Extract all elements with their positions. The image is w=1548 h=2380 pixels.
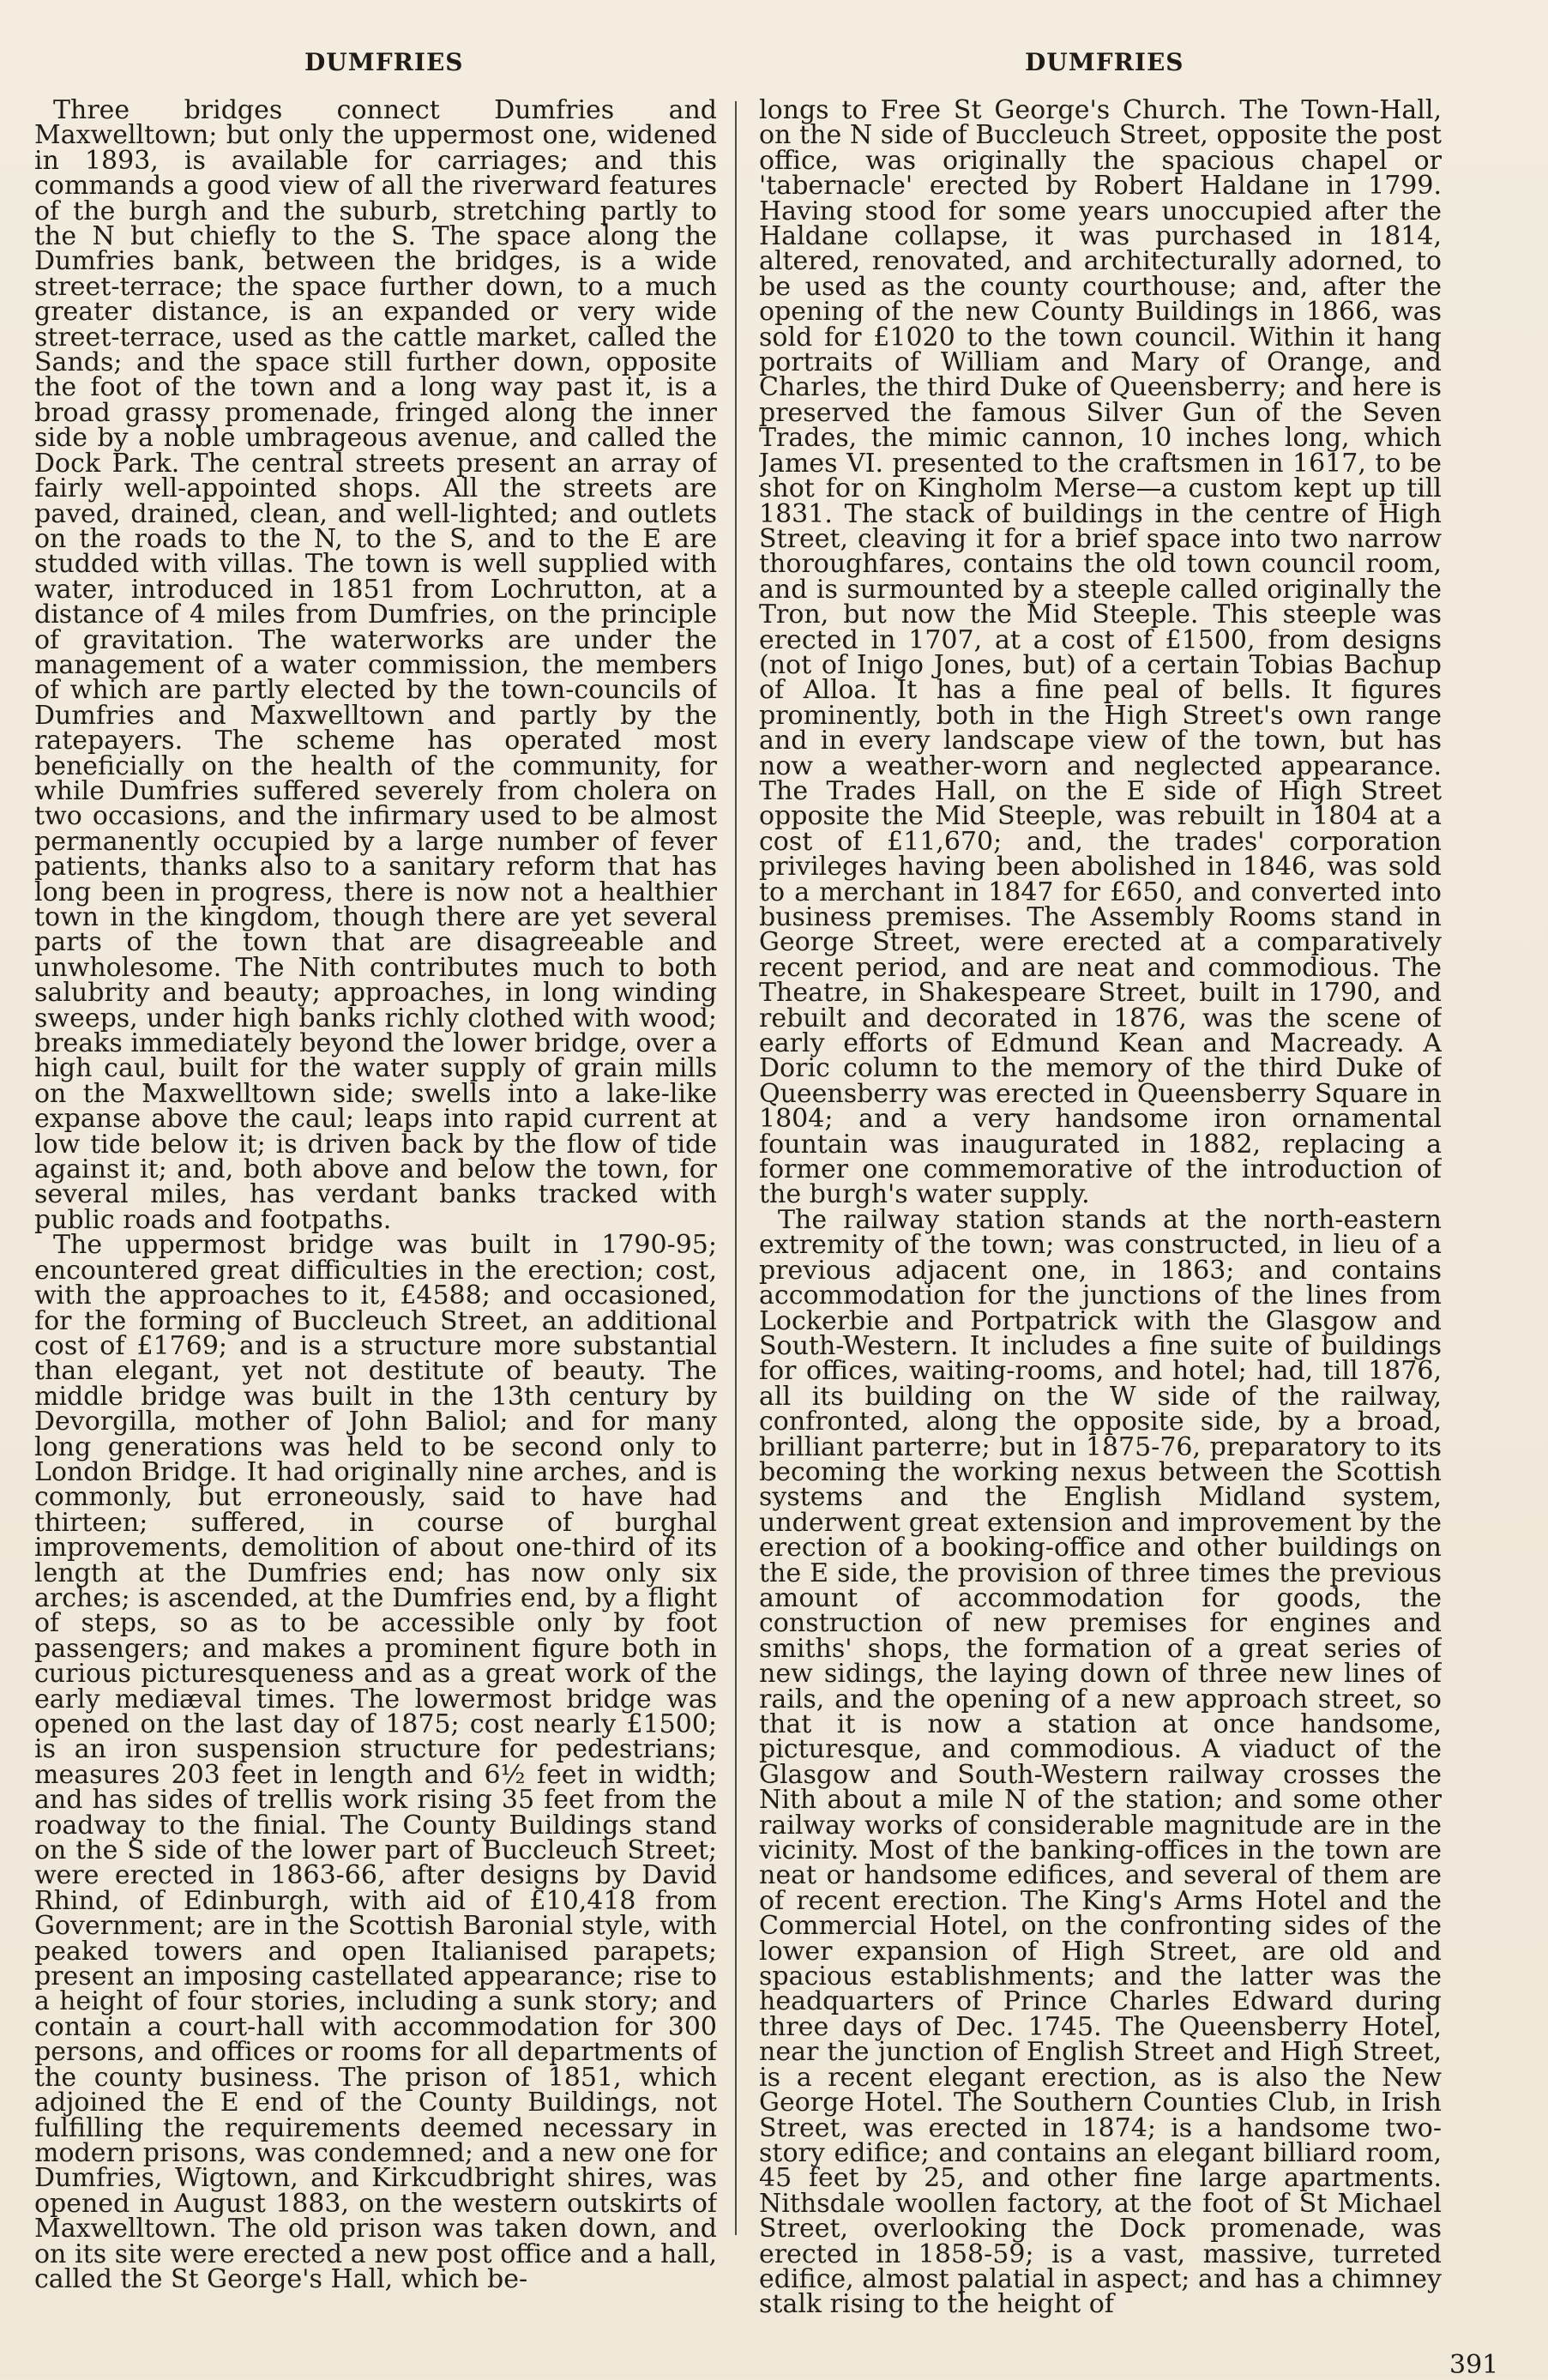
right-paragraph-2: The railway station stands at the north-eastern extremity of the town; was constructed, in lieu of a previous adjacent one, in 1863; and contains accommodation for the junctions of the lines from Lockerbie and Portpatrick with the Glasgow and South-Western. It includes a fine suite of buildings for offices, waiting-rooms, and hotel; had, till 1876, all its building on the W side of the railway, confronted, along the opposite side, by a broad, brilliant parterre; but in 1875-76, preparatory to its becoming the working nexus between the Scottish systems and the English Midland system, underwent great extension and improvement by the erection of a booking-office and other buildings on the E side, the provision of three times the previous amount of accommodation for goods, the construction of new premises for engines and smiths' shops, the formation of a great series of new sidings, the laying down of three new lines of rails, and the opening of a new approach street, so that it is now a station at once handsome, picturesque, and commodious. A viaduct of the Glasgow and South-Western railway crosses the Nith about a mile N of the station; and some other railway works of considerable magnitude are in the vicinity. Most of the banking-offices in the town are neat or handsome edifices, and several of them are of recent erection. The King's Arms Hotel and the Commercial Hotel, on the confronting sides of the lower expansion of High Street, are old and spacious establishments; and the latter was the headquarters of Prince Charles Edward during three days of Dec. 1745. The Queensberry Hotel, near the junction of English Street and High Street, is a recent elegant erection, as is also the New George Hotel. The Southern Counties Club, in Irish Street, was erected in 1874; is a handsome two-story edifice; and contains an elegant billiard room, 45 feet by 25, and other fine large apartments. Nithsdale woollen factory, at the foot of St Michael Street, overlooking the Dock promenade, was erected in 1858-59; is a vast, massive, turreted edifice, almost palatial in aspect; and has a chimney stalk rising to the height of <box>759 1204 1442 2320</box>
left-paragraph-1: Three bridges connect Dumfries and Maxwelltown; but only the uppermost one, widened in 1893, is available for carriages; and this commands a good view of all the riverward features of the burgh and the suburb, stretching partly to the N but chiefly to the S. The space along the Dumfries bank, between the bridges, is a wide street-terrace; the space further down, to a much greater distance, is an expanded or very wide street-terrace, used as the cattle market, called the Sands; and the space still further down, opposite the foot of the town and a long way past it, is a broad grassy promenade, fringed along the inner side by a noble umbrageous avenue, and called the Dock Park. The central streets present an array of fairly well-appointed shops. All the streets are paved, drained, clean, and well-lighted; and outlets on the roads to the N, to the S, and to the E are studded with villas. The town is well supplied with water, introduced in 1851 from Lochrutton, at a distance of 4 miles from Dumfries, on the principle of gravitation. The waterworks are under the management of a water commission, the members of which are partly elected by the town-councils of Dumfries and Maxwelltown and partly by the ratepayers. The scheme has operated most beneficially on the health of the community, for while Dumfries suffered severely from cholera on two occasions, and the infirmary used to be almost permanently occupied by a large number of fever patients, thanks also to a sanitary reform that has long been in progress, there is now not a healthier town in the kingdom, though there are yet several parts of the town that are disagreeable and unwholesome. The Nith contributes much to both salubrity and beauty; approaches, in long winding sweeps, under high banks richly clothed with wood; breaks immediately beyond the lower bridge, over a high caul, built for the water supply of grain mills on the Maxwelltown side; swells into a lake-like expanse above the caul; leaps into rapid current at low tide below it; is driven back by the flow of tide against it; and, both above and below the town, for several miles, has verdant banks tracked with public roads and footpaths. <box>34 98 717 1235</box>
right-running-head: DUMFRIES <box>1025 48 1184 76</box>
page-number: 391 <box>1449 2350 1499 2380</box>
column-divider <box>735 101 737 2235</box>
left-column <box>34 98 717 2328</box>
right-paragraph-1: longs to Free St George's Church. The Town-Hall, on the N side of Buccleuch Street, opposite the post office, was originally the spacious chapel or 'tabernacle' erected by Robert Haldane in 1799. Having stood for some years unoccupied after the Haldane collapse, it was purchased in 1814, altered, renovated, and architecturally adorned, to be used as the county courthouse; and, after the opening of the new County Buildings in 1866, was sold for £1020 to the town council. Within it hang portraits of William and Mary of Orange, and Charles, the third Duke of Queensberry; and here is preserved the famous Silver Gun of the Seven Trades, the mimic cannon, 10 inches long, which James VI. presented to the craftsmen in 1617, to be shot for on Kingholm Merse—a custom kept up till 1831. The stack of buildings in the centre of High Street, cleaving it for a brief space into two narrow thoroughfares, contains the old town council room, and is surmounted by a steeple called originally the Tron, but now the Mid Steeple. This steeple was erected in 1707, at a cost of £1500, from designs (not of Inigo Jones, but) of a certain Tobias Bachup of Alloa. It has a fine peal of bells. It figures prominently, both in the High Street's own range and in every landscape view of the town, but has now a weather-worn and neglected appearance. The Trades Hall, on the E side of High Street opposite the Mid Steeple, was rebuilt in 1804 at a cost of £11,670; and, the trades' corporation privileges having been abolished in 1846, was sold to a merchant in 1847 for £650, and converted into business premises. The Assembly Rooms stand in George Street, were erected at a comparatively recent period, and are neat and commodious. The Theatre, in Shakespeare Street, built in 1790, and rebuilt and decorated in 1876, was the scene of early efforts of Edmund Kean and Macready. A Doric column to the memory of the third Duke of Queensberry was erected in Queensberry Square in 1804; and a very handsome iron ornamental fountain was inaugurated in 1882, replacing a former one commemorative of the introduction of the burgh's water supply. <box>759 98 1442 1210</box>
left-paragraph-2: The uppermost bridge was built in 1790-95; encountered great difficulties in the erection; cost, with the approaches to it, £4588; and occasioned, for the forming of Buccleuch Street, an additional cost of £1769; and is a structure more substantial than elegant, yet not destitute of beauty. The middle bridge was built in the 13th century by Devorgilla, mother of John Baliol; and for many long generations was held to be second only to London Bridge. It had originally nine arches, and is commonly, but erroneously, said to have had thirteen; suffered, in course of burghal improvements, demolition of about one-third of its length at the Dumfries end; has now only six arches; is ascended, at the Dumfries end, by a flight of steps, so as to be accessible only by foot passengers; and makes a prominent figure both in curious picturesqueness and as a great work of the early mediæval times. The lowermost bridge was opened on the last day of 1875; cost nearly £1500; is an iron suspension structure for pedestrians; measures 203 feet in length and 6½ feet in width; and has sides of trellis work rising 35 feet from the roadway to the finial. The County Buildings stand on the S side of the lower part of Buccleuch Street; were erected in 1863-66, after designs by David Rhind, of Edinburgh, with aid of £10,418 from Government; are in the Scottish Baronial style, with peaked towers and open Italianised parapets; present an imposing castellated appearance; rise to a height of four stories, including a sunk story; and contain a court-hall with accommodation for 300 persons, and offices or rooms for all departments of the county business. The prison of 1851, which adjoined the E end of the County Buildings, not fulfilling the requirements deemed necessary in modern prisons, was condemned; and a new one for Dumfries, Wigtown, and Kirkcudbright shires, was opened in August 1883, on the western outskirts of Maxwelltown. The old prison was taken down, and on its site were erected a new post office and a hall, called the St George's Hall, which be- <box>34 1230 717 2294</box>
right-column <box>759 98 1442 2328</box>
left-running-head: DUMFRIES <box>304 48 464 76</box>
